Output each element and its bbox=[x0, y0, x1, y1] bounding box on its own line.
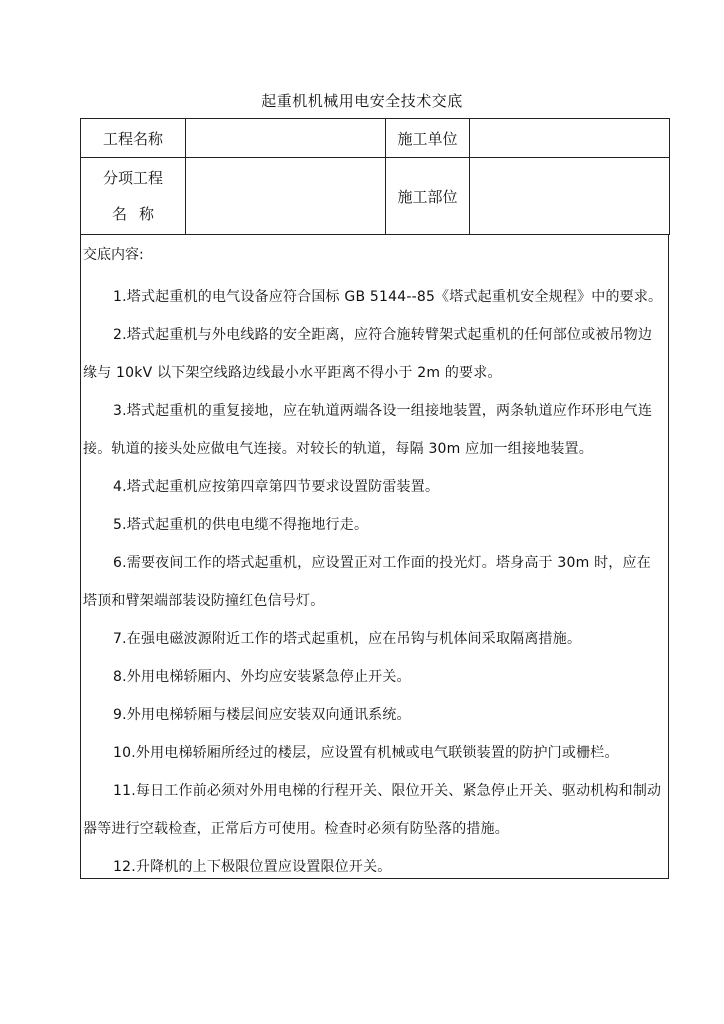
content-items bbox=[83, 278, 665, 886]
list-item: 6.需要夜间工作的塔式起重机，应设置正对工作面的投光灯。塔身高于 30m 时，应在塔顶和臂架端部装设防撞红色信号灯。 bbox=[83, 555, 651, 609]
sub-project-label-line2: 名称 bbox=[111, 205, 166, 223]
contractor-value[interactable] bbox=[470, 119, 670, 158]
content-box bbox=[80, 234, 669, 879]
project-name-value[interactable] bbox=[186, 119, 386, 158]
list-item: 9.外用电梯轿厢与楼层间应安装双向通讯系统。 bbox=[113, 707, 411, 723]
list-item: 12.升降机的上下极限位置应设置限位开关。 bbox=[113, 859, 392, 875]
contractor-label: 施工单位 bbox=[386, 119, 470, 158]
list-item: 4.塔式起重机应按第四章第四节要求设置防雷装置。 bbox=[113, 479, 440, 495]
list-item: 8.外用电梯轿厢内、外均应安装紧急停止开关。 bbox=[113, 669, 411, 685]
list-item: 11.每日工作前必须对外用电梯的行程开关、限位开关、紧急停止开关、驱动机构和制动器等进行空载检查，正常后方可使用。检查时必须有防坠落的措施。 bbox=[83, 783, 662, 837]
list-item: 10.外用电梯轿厢所经过的楼层，应设置有机械或电气联锁装置的防护门或栅栏。 bbox=[113, 745, 619, 761]
project-name-label: 工程名称 bbox=[81, 119, 186, 158]
sub-project-value[interactable] bbox=[186, 158, 386, 235]
sub-project-label-line1: 分项工程 bbox=[102, 169, 163, 187]
section-value[interactable] bbox=[470, 158, 670, 235]
header-row-project bbox=[81, 119, 670, 158]
content-label: 交底内容: bbox=[83, 247, 144, 263]
list-item: 1.塔式起重机的电气设备应符合国标 GB 5144--85《塔式起重机安全规程》中的要求。 bbox=[113, 289, 663, 305]
header-table bbox=[80, 118, 670, 235]
header-row-subproject bbox=[81, 158, 670, 235]
section-label: 施工部位 bbox=[386, 158, 470, 235]
list-item: 2.塔式起重机与外电线路的安全距离，应符合施转臂架式起重机的任何部位或被吊物边缘与 10kV 以下架空线路边线最小水平距离不得小于 2m 的要求。 bbox=[83, 327, 653, 381]
document-title: 起重机机械用电安全技术交底 bbox=[261, 92, 463, 110]
sub-project-label bbox=[81, 158, 186, 235]
list-item: 3.塔式起重机的重复接地，应在轨道两端各设一组接地装置，两条轨道应作环形电气连接。轨道的接头处应做电气连接。对较长的轨道，每隔 30m 应加一组接地装置。 bbox=[83, 403, 653, 457]
list-item: 7.在强电磁波源附近工作的塔式起重机，应在吊钩与机体间采取隔离措施。 bbox=[113, 631, 582, 647]
list-item: 5.塔式起重机的供电电缆不得拖地行走。 bbox=[113, 517, 369, 533]
